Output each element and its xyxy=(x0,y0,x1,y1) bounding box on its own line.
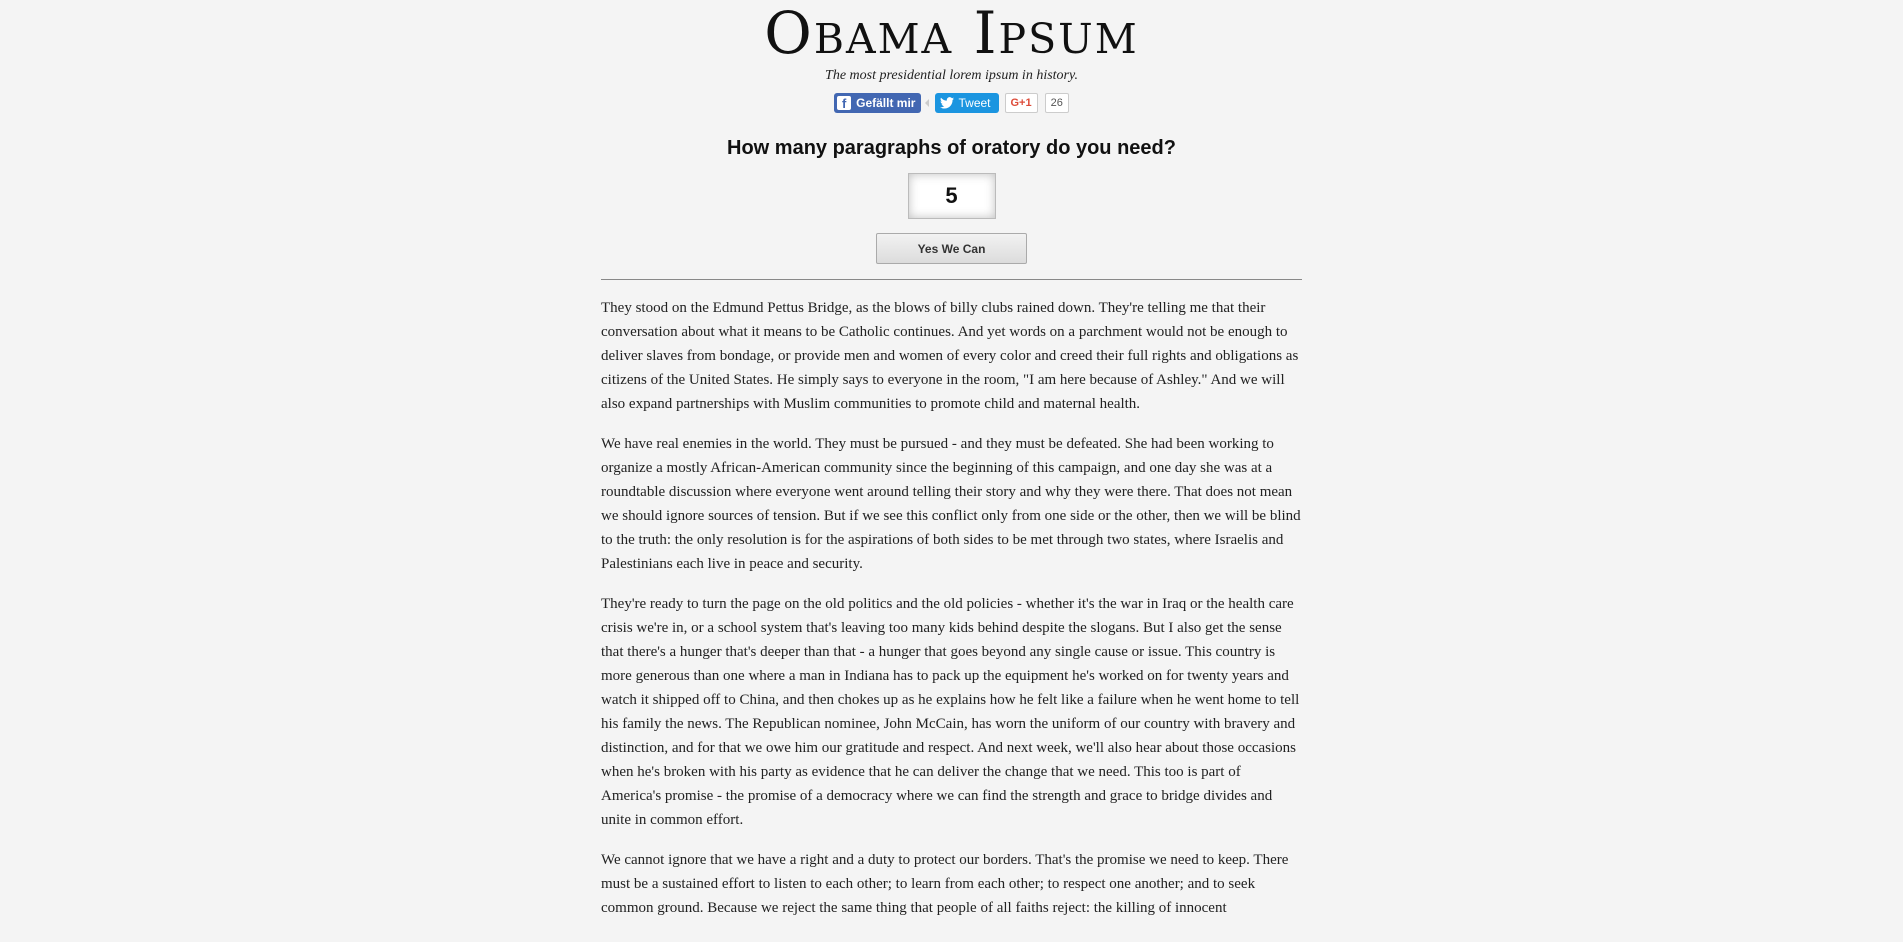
paragraph: They stood on the Edmund Pettus Bridge, as the blows of billy clubs rained down. They're telling me that their conversation about what it means to be Catholic continues. And yet words on a parchment would not be enough to deliver slaves from bondage, or provide men and women of every color and creed their full rights and obligations as citizens of the United States. He simply says to everyone in the room, "I am here because of Ashley." And we will also expand partnerships with Muslim communities to promote child and maternal health. xyxy=(601,300,1299,412)
yes-we-can-button[interactable]: Yes We Can xyxy=(876,233,1027,264)
google-plus-count: 26 xyxy=(1045,93,1069,113)
content-divider xyxy=(601,279,1302,280)
tweet-button[interactable] xyxy=(935,93,998,113)
social-buttons xyxy=(0,92,1903,114)
facebook-count-arrow xyxy=(925,99,929,107)
google-plus-button[interactable] xyxy=(1005,93,1038,113)
submit-wrapper xyxy=(0,233,1903,264)
paragraph: We have real enemies in the world. They must be pursued - and they must be defeated. She had been working to organize a mostly African-American community since the beginning of this campaign, and one day she was at a roundtable discussion where everyone went around telling their story and why they were there. That does not mean we should ignore sources of tension. But if we see this conflict only from one side or the other, then we will be blind to the truth: the only resolution is for the aspirations of both sides to be met through two states, where Israelis and Palestinians each live in peace and security. xyxy=(601,436,1301,572)
paragraph-count-question: How many paragraphs of oratory do you need? xyxy=(727,137,1176,159)
facebook-like-button[interactable] xyxy=(834,93,921,113)
site-title: Obama Ipsum xyxy=(764,0,1139,67)
twitter-bird-icon xyxy=(940,97,954,109)
header xyxy=(0,0,1903,86)
google-plus-label: G+1 xyxy=(1010,97,1032,109)
paragraph: They're ready to turn the page on the old politics and the old policies - whether it's the war in Iraq or the health care crisis we're in, or a school system that's leaving too many kids behind despite the slogans. But I also get the sense that there's a hunger that's deeper than that - a hunger that goes beyond any single cause or issue. This country is more generous than one where a man in Indiana has to pack up the equipment he's worked on for twenty years and watch it shipped off to China, and then chokes up as he explains how he felt like a failure when he went home to tell his family the news. The Republican nominee, John McCain, has worn the uniform of our country with bravery and distinction, and for that we owe him our gratitude and respect. And next week, we'll also hear about those occasions when he's broken with his party as evidence that he can deliver the change that we need. This too is part of America's promise - the promise of a democracy where we can find the strength and grace to bridge divides and unite in common effort. xyxy=(601,596,1300,828)
generated-text xyxy=(601,296,1302,920)
tagline: The most presidential lorem ipsum in history. xyxy=(825,68,1078,83)
facebook-like-label: Gefällt mir xyxy=(856,96,916,110)
tweet-label: Tweet xyxy=(958,96,991,110)
paragraph: We cannot ignore that we have a right and a duty to protect our borders. That's the promise we need to keep. There must be a sustained effort to listen to each other; to learn from each other; to respect one another; and to seek common ground. Because we reject the same thing that people of all faiths reject: the killing of innocent xyxy=(601,852,1289,916)
facebook-icon: f xyxy=(837,96,851,110)
count-input-wrapper xyxy=(0,173,1903,219)
paragraph-count-input[interactable] xyxy=(908,173,996,219)
